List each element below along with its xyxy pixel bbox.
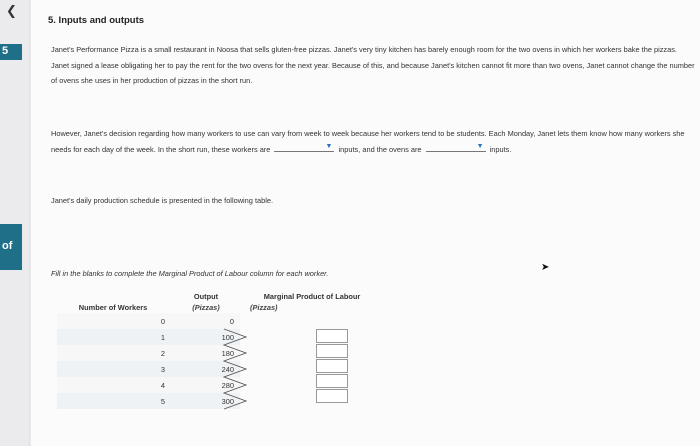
sidebar-item-page[interactable] xyxy=(0,224,22,270)
header-mpl: Marginal Product of Labour xyxy=(263,292,361,301)
question-page xyxy=(31,0,700,446)
inputs-paragraph xyxy=(51,126,696,157)
workers-cell: 1 xyxy=(57,329,174,345)
workers-input-type-dropdown[interactable] xyxy=(274,143,334,152)
mpl-input-worker-2[interactable] xyxy=(316,344,348,358)
dropdown-arrow-icon: ▼ xyxy=(476,142,484,150)
chevron-left-icon[interactable]: ❮ xyxy=(6,4,17,19)
workers-cell: 0 xyxy=(57,313,174,329)
header-workers: Number of Workers xyxy=(78,303,148,312)
inputs-text-c: inputs. xyxy=(489,144,512,154)
sidebar-item-label: 5 xyxy=(2,45,9,57)
mpl-input-column xyxy=(316,329,348,404)
mpl-input-worker-5[interactable] xyxy=(316,389,348,403)
output-cell: 180 xyxy=(174,345,240,361)
output-cell: 300 xyxy=(174,393,240,409)
output-cell: 100 xyxy=(174,329,240,345)
inputs-text-a: However, Janet's decision regarding how many workers to use can vary from week to week because her workers tend to be students. Each Monday, Janet lets them know how many workers she needs for each day of the week. In the short run, these workers are xyxy=(51,129,685,154)
instruction-text: Fill in the blanks to complete the Marginal Product of Labour column for each worker. xyxy=(51,269,329,278)
intro-paragraph: Janet's Performance Pizza is a small restaurant in Noosa that sells gluten-free pizzas. Janet's very tiny kitchen has barely enough room for the two ovens in which her workers bake the pizzas. Janet signed a lease obligating her to pay the rent for the two ovens for the next year. Because of this, and because Janet's kitchen cannot fit more than two ovens, Janet cannot change the number of ovens she uses in her production of pizzas in the short run. xyxy=(51,45,695,85)
inputs-text-b: inputs, and the ovens are xyxy=(338,144,422,154)
output-cell: 280 xyxy=(174,377,240,393)
mpl-input-worker-3[interactable] xyxy=(316,359,348,373)
workers-cell: 4 xyxy=(57,377,174,393)
header-output-unit: (Pizzas) xyxy=(192,303,220,312)
sidebar-item-label: of xyxy=(2,240,13,252)
mouse-cursor-icon: ➤ xyxy=(541,262,550,273)
ovens-input-type-dropdown[interactable] xyxy=(426,143,486,152)
dropdown-arrow-icon: ▼ xyxy=(325,142,333,150)
mpl-input-worker-4[interactable] xyxy=(316,374,348,388)
header-mpl-unit: (Pizzas) xyxy=(250,303,278,312)
zigzag-connector-icon xyxy=(220,327,250,417)
workers-cell: 2 xyxy=(57,345,174,361)
schedule-intro: Janet's daily production schedule is presented in the following table. xyxy=(51,196,274,205)
mpl-input-worker-1[interactable] xyxy=(316,329,348,343)
output-cell: 240 xyxy=(174,361,240,377)
question-title: 5. Inputs and outputs xyxy=(48,15,145,26)
workers-cell: 5 xyxy=(57,393,174,409)
workers-cell: 3 xyxy=(57,361,174,377)
left-sidebar xyxy=(0,0,28,446)
output-cell: 0 xyxy=(174,313,240,329)
sidebar-item-question[interactable] xyxy=(0,44,22,60)
header-output: Output xyxy=(193,292,219,301)
